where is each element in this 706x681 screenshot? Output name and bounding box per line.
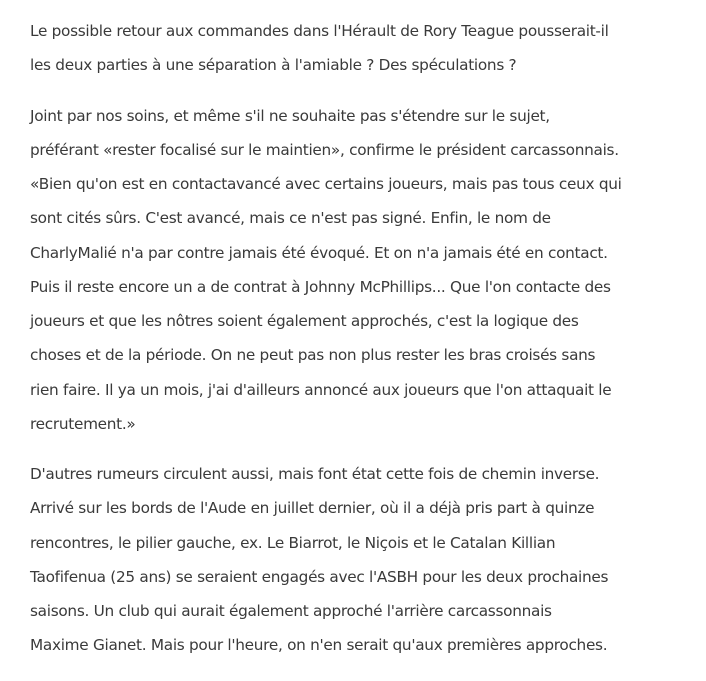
text-line: Joint par nos soins, et même s'il ne souhaite pas s'étendre sur le sujet, [30, 106, 550, 125]
text-line: choses et de la période. On ne peut pas non plus rester les bras croisés sans [30, 346, 596, 365]
text-line: Puis il reste encore un a de contrat à Johnny McPhillips... Que l'on contacte des [30, 277, 611, 296]
text-line: sont cités sûrs. C'est avancé, mais ce n'est pas signé. Enfin, le nom de [30, 209, 551, 228]
text-line: Le possible retour aux commandes dans l'Hérault de Rory Teague pousserait-il [30, 22, 609, 40]
text-line: les deux parties à une séparation à l'amiable ? Des spéculations ? [30, 56, 517, 75]
text-line: saisons. Un club qui aurait également approché l'arrière carcassonnais [30, 602, 552, 620]
paragraph-1 [30, 14, 680, 83]
paragraph-3 [30, 457, 680, 663]
text-line: «Bien qu'on est en contactavancé avec certains joueurs, mais pas tous ceux qui [30, 175, 622, 193]
text-line: rien faire. Il ya un mois, j'ai d'ailleurs annoncé aux joueurs que l'on attaquait le [30, 380, 612, 399]
text-line: Maxime Gianet. Mais pour l'heure, on n'en serait qu'aux premières approches. [30, 636, 608, 655]
paragraph-2 [30, 99, 680, 442]
text-line: CharlyMalié n'a par contre jamais été évoqué. Et on n'a jamais été en contact. [30, 243, 608, 262]
text-line: joueurs et que les nôtres soient également approchés, c'est la logique des [30, 312, 579, 330]
text-line: préférant «rester focalisé sur le maintien», confirme le président carcassonnais. [30, 140, 619, 159]
text-line: Taofifenua (25 ans) se seraient engagés avec l'ASBH pour les deux prochaines [30, 567, 609, 586]
article-body [30, 14, 680, 663]
text-line: rencontres, le pilier gauche, ex. Le Biarrot, le Niçois et le Catalan Killian [30, 533, 556, 552]
text-line: Arrivé sur les bords de l'Aude en juillet dernier, où il a déjà pris part à quinze [30, 499, 595, 518]
text-line: D'autres rumeurs circulent aussi, mais font état cette fois de chemin inverse. [30, 465, 600, 483]
text-line: recrutement.» [30, 414, 136, 433]
